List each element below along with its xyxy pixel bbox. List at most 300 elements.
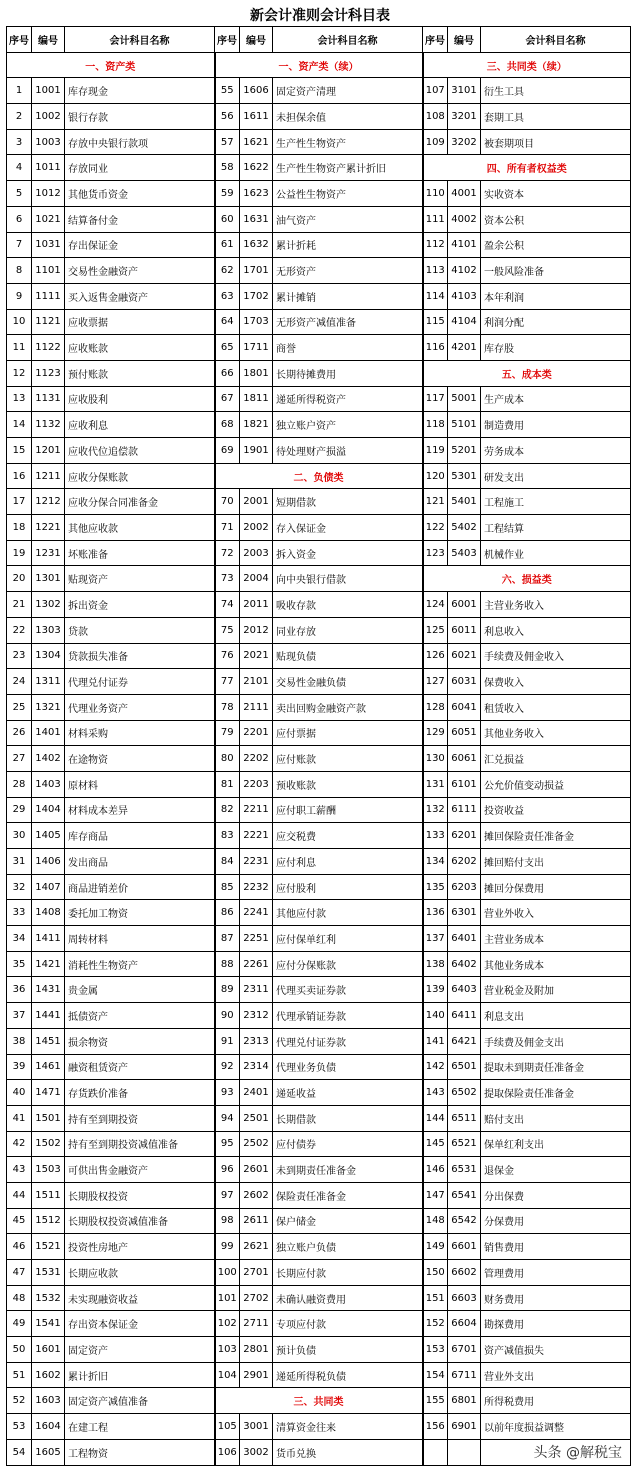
code-cell: 6203 bbox=[448, 874, 481, 900]
account-name-cell: 公益性生物资产 bbox=[273, 181, 423, 207]
seq-cell: 27 bbox=[7, 746, 32, 772]
code-cell: 4001 bbox=[448, 181, 481, 207]
account-table bbox=[6, 26, 631, 1466]
code-cell: 1221 bbox=[32, 515, 65, 541]
seq-cell: 5 bbox=[7, 181, 32, 207]
seq-cell: 135 bbox=[423, 874, 448, 900]
account-name-cell: 租赁收入 bbox=[481, 694, 631, 720]
code-cell: 2711 bbox=[240, 1311, 273, 1337]
seq-cell: 73 bbox=[215, 566, 240, 592]
account-name-cell: 清算资金往来 bbox=[273, 1414, 423, 1440]
account-name-cell: 存放中央银行款项 bbox=[65, 129, 215, 155]
table-row bbox=[7, 823, 631, 849]
account-name-cell: 保单红利支出 bbox=[481, 1131, 631, 1157]
code-cell: 1604 bbox=[32, 1414, 65, 1440]
seq-cell: 63 bbox=[215, 283, 240, 309]
code-cell: 2202 bbox=[240, 746, 273, 772]
seq-cell: 108 bbox=[423, 104, 448, 130]
account-name-cell: 应收股利 bbox=[65, 386, 215, 412]
seq-cell: 42 bbox=[7, 1131, 32, 1157]
seq-cell: 62 bbox=[215, 258, 240, 284]
code-cell: 6402 bbox=[448, 951, 481, 977]
code-cell: 1132 bbox=[32, 412, 65, 438]
code-cell: 5301 bbox=[448, 463, 481, 489]
name-header: 会计科目名称 bbox=[481, 27, 631, 53]
code-cell: 1701 bbox=[240, 258, 273, 284]
account-name-cell: 生产成本 bbox=[481, 386, 631, 412]
seq-cell: 51 bbox=[7, 1362, 32, 1388]
account-name-cell: 长期股权投资减值准备 bbox=[65, 1208, 215, 1234]
seq-cell: 141 bbox=[423, 1028, 448, 1054]
account-name-cell: 长期应收款 bbox=[65, 1260, 215, 1286]
table-row bbox=[7, 849, 631, 875]
seq-header: 序号 bbox=[423, 27, 448, 53]
code-cell: 1301 bbox=[32, 566, 65, 592]
account-name-cell: 应收分保账款 bbox=[65, 463, 215, 489]
code-cell: 1606 bbox=[240, 78, 273, 104]
code-cell: 1532 bbox=[32, 1285, 65, 1311]
section-heading: 三、共同类 bbox=[215, 1388, 423, 1414]
table-body bbox=[7, 52, 631, 1465]
code-cell: 1502 bbox=[32, 1131, 65, 1157]
seq-cell: 59 bbox=[215, 181, 240, 207]
table-row bbox=[7, 129, 631, 155]
table-row bbox=[7, 1003, 631, 1029]
account-name-cell: 摊回赔付支出 bbox=[481, 849, 631, 875]
account-name-cell: 贷款 bbox=[65, 617, 215, 643]
seq-cell: 18 bbox=[7, 515, 32, 541]
seq-cell: 142 bbox=[423, 1054, 448, 1080]
account-name-cell: 固定资产 bbox=[65, 1337, 215, 1363]
code-cell: 6201 bbox=[448, 823, 481, 849]
account-name-cell: 实收资本 bbox=[481, 181, 631, 207]
account-name-cell: 其他应收款 bbox=[65, 515, 215, 541]
account-name-cell: 库存商品 bbox=[65, 823, 215, 849]
table-row bbox=[7, 1362, 631, 1388]
seq-cell: 79 bbox=[215, 720, 240, 746]
table-row bbox=[7, 1080, 631, 1106]
seq-cell: 25 bbox=[7, 694, 32, 720]
account-name-cell: 累计折旧 bbox=[65, 1362, 215, 1388]
account-name-cell: 固定资产清理 bbox=[273, 78, 423, 104]
account-name-cell: 商誉 bbox=[273, 335, 423, 361]
account-name-cell: 结算备付金 bbox=[65, 206, 215, 232]
code-cell: 1621 bbox=[240, 129, 273, 155]
account-name-cell: 衍生工具 bbox=[481, 78, 631, 104]
seq-cell: 65 bbox=[215, 335, 240, 361]
seq-cell: 146 bbox=[423, 1157, 448, 1183]
account-name-cell: 递延收益 bbox=[273, 1080, 423, 1106]
account-name-cell: 损余物资 bbox=[65, 1028, 215, 1054]
code-cell: 2003 bbox=[240, 540, 273, 566]
account-name-cell: 库存现金 bbox=[65, 78, 215, 104]
seq-cell: 10 bbox=[7, 309, 32, 335]
account-name-cell: 无形资产减值准备 bbox=[273, 309, 423, 335]
table-row bbox=[7, 78, 631, 104]
seq-cell: 101 bbox=[215, 1285, 240, 1311]
code-cell: 1405 bbox=[32, 823, 65, 849]
code-cell: 6031 bbox=[448, 669, 481, 695]
code-cell: 1801 bbox=[240, 360, 273, 386]
code-cell: 6711 bbox=[448, 1362, 481, 1388]
table-row bbox=[7, 874, 631, 900]
code-cell: 1002 bbox=[32, 104, 65, 130]
seq-cell: 50 bbox=[7, 1337, 32, 1363]
account-name-cell: 贴现负债 bbox=[273, 643, 423, 669]
table-row bbox=[7, 1234, 631, 1260]
account-name-cell: 未实现融资收益 bbox=[65, 1285, 215, 1311]
account-name-cell: 盈余公积 bbox=[481, 232, 631, 258]
code-cell: 3002 bbox=[240, 1439, 273, 1465]
account-name-cell: 制造费用 bbox=[481, 412, 631, 438]
seq-cell: 98 bbox=[215, 1208, 240, 1234]
seq-cell: 136 bbox=[423, 900, 448, 926]
seq-cell: 132 bbox=[423, 797, 448, 823]
code-cell: 5402 bbox=[448, 515, 481, 541]
code-cell: 1304 bbox=[32, 643, 65, 669]
code-cell: 6521 bbox=[448, 1131, 481, 1157]
code-cell: 1441 bbox=[32, 1003, 65, 1029]
seq-cell: 74 bbox=[215, 592, 240, 618]
seq-cell: 121 bbox=[423, 489, 448, 515]
account-name-cell: 手续费及佣金收入 bbox=[481, 643, 631, 669]
seq-cell: 8 bbox=[7, 258, 32, 284]
account-name-cell: 本年利润 bbox=[481, 283, 631, 309]
code-cell: 1703 bbox=[240, 309, 273, 335]
seq-cell: 34 bbox=[7, 926, 32, 952]
seq-cell: 126 bbox=[423, 643, 448, 669]
code-cell: 1512 bbox=[32, 1208, 65, 1234]
seq-cell: 29 bbox=[7, 797, 32, 823]
account-name-cell: 保户储金 bbox=[273, 1208, 423, 1234]
account-name-cell: 拆入资金 bbox=[273, 540, 423, 566]
account-name-cell: 交易性金融负债 bbox=[273, 669, 423, 695]
account-name-cell: 贵金属 bbox=[65, 977, 215, 1003]
code-cell: 1632 bbox=[240, 232, 273, 258]
code-cell: 1521 bbox=[32, 1234, 65, 1260]
code-cell: 6603 bbox=[448, 1285, 481, 1311]
account-name-cell: 应付职工薪酬 bbox=[273, 797, 423, 823]
table-row bbox=[7, 1208, 631, 1234]
seq-cell: 111 bbox=[423, 206, 448, 232]
code-cell: 1003 bbox=[32, 129, 65, 155]
seq-cell: 143 bbox=[423, 1080, 448, 1106]
seq-cell: 134 bbox=[423, 849, 448, 875]
seq-cell: 105 bbox=[215, 1414, 240, 1440]
account-name-cell: 其他业务收入 bbox=[481, 720, 631, 746]
seq-cell: 40 bbox=[7, 1080, 32, 1106]
code-cell: 6604 bbox=[448, 1311, 481, 1337]
code-cell: 1201 bbox=[32, 438, 65, 464]
seq-cell: 106 bbox=[215, 1439, 240, 1465]
table-row bbox=[7, 232, 631, 258]
seq-cell: 131 bbox=[423, 771, 448, 797]
seq-header: 序号 bbox=[7, 27, 32, 53]
table-row bbox=[7, 566, 631, 592]
account-name-cell: 交易性金融资产 bbox=[65, 258, 215, 284]
code-cell: 3101 bbox=[448, 78, 481, 104]
code-cell: 6801 bbox=[448, 1388, 481, 1414]
account-name-cell: 长期股权投资 bbox=[65, 1182, 215, 1208]
code-cell: 3201 bbox=[448, 104, 481, 130]
account-name-cell: 买入返售金融资产 bbox=[65, 283, 215, 309]
seq-cell: 64 bbox=[215, 309, 240, 335]
seq-cell: 58 bbox=[215, 155, 240, 181]
seq-cell: 45 bbox=[7, 1208, 32, 1234]
code-cell: 1631 bbox=[240, 206, 273, 232]
account-name-cell: 材料采购 bbox=[65, 720, 215, 746]
code-cell: 6601 bbox=[448, 1234, 481, 1260]
seq-cell: 137 bbox=[423, 926, 448, 952]
account-name-cell: 拆出资金 bbox=[65, 592, 215, 618]
account-name-cell: 其他货币资金 bbox=[65, 181, 215, 207]
account-name-cell: 被套期项目 bbox=[481, 129, 631, 155]
code-cell: 1605 bbox=[32, 1439, 65, 1465]
code-cell: 2004 bbox=[240, 566, 273, 592]
account-name-cell: 投资性房地产 bbox=[65, 1234, 215, 1260]
account-name-cell: 存放同业 bbox=[65, 155, 215, 181]
seq-cell: 144 bbox=[423, 1105, 448, 1131]
table-row bbox=[7, 438, 631, 464]
seq-cell: 23 bbox=[7, 643, 32, 669]
account-name-cell: 委托加工物资 bbox=[65, 900, 215, 926]
table-row bbox=[7, 335, 631, 361]
code-cell: 6901 bbox=[448, 1414, 481, 1440]
account-name-cell: 卖出回购金融资产款 bbox=[273, 694, 423, 720]
seq-cell: 1 bbox=[7, 78, 32, 104]
account-name-cell: 应付账款 bbox=[273, 746, 423, 772]
account-name-cell: 生产性生物资产累计折旧 bbox=[273, 155, 423, 181]
account-name-cell: 累计折耗 bbox=[273, 232, 423, 258]
account-name-cell: 管理费用 bbox=[481, 1260, 631, 1286]
seq-cell: 28 bbox=[7, 771, 32, 797]
account-name-cell: 吸收存款 bbox=[273, 592, 423, 618]
seq-cell: 36 bbox=[7, 977, 32, 1003]
code-cell: 4102 bbox=[448, 258, 481, 284]
table-title: 新会计准则会计科目表 bbox=[250, 8, 390, 24]
seq-cell: 78 bbox=[215, 694, 240, 720]
account-name-cell: 提取保险责任准备金 bbox=[481, 1080, 631, 1106]
account-name-cell: 在建工程 bbox=[65, 1414, 215, 1440]
account-name-cell: 发出商品 bbox=[65, 849, 215, 875]
code-cell: 4101 bbox=[448, 232, 481, 258]
account-name-cell: 周转材料 bbox=[65, 926, 215, 952]
seq-cell: 82 bbox=[215, 797, 240, 823]
seq-cell: 123 bbox=[423, 540, 448, 566]
code-cell: 1311 bbox=[32, 669, 65, 695]
code-cell: 2901 bbox=[240, 1362, 273, 1388]
code-cell: 1407 bbox=[32, 874, 65, 900]
seq-cell: 72 bbox=[215, 540, 240, 566]
seq-cell: 20 bbox=[7, 566, 32, 592]
seq-cell: 147 bbox=[423, 1182, 448, 1208]
account-name-cell: 分出保费 bbox=[481, 1182, 631, 1208]
code-cell: 1021 bbox=[32, 206, 65, 232]
seq-cell: 81 bbox=[215, 771, 240, 797]
code-cell: 3001 bbox=[240, 1414, 273, 1440]
seq-cell: 87 bbox=[215, 926, 240, 952]
account-name-cell: 融资租赁资产 bbox=[65, 1054, 215, 1080]
account-name-cell: 营业税金及附加 bbox=[481, 977, 631, 1003]
name-header: 会计科目名称 bbox=[65, 27, 215, 53]
account-name-cell: 同业存放 bbox=[273, 617, 423, 643]
seq-cell: 6 bbox=[7, 206, 32, 232]
account-name-cell: 专项应付款 bbox=[273, 1311, 423, 1337]
code-cell: 1212 bbox=[32, 489, 65, 515]
seq-cell: 149 bbox=[423, 1234, 448, 1260]
account-name-cell: 利息支出 bbox=[481, 1003, 631, 1029]
account-name-cell: 财务费用 bbox=[481, 1285, 631, 1311]
seq-cell: 48 bbox=[7, 1285, 32, 1311]
account-name-cell: 分保费用 bbox=[481, 1208, 631, 1234]
table-row bbox=[7, 1105, 631, 1131]
seq-cell: 148 bbox=[423, 1208, 448, 1234]
seq-cell: 127 bbox=[423, 669, 448, 695]
account-name-cell: 营业外支出 bbox=[481, 1362, 631, 1388]
code-cell: 1031 bbox=[32, 232, 65, 258]
seq-cell: 49 bbox=[7, 1311, 32, 1337]
table-row bbox=[7, 926, 631, 952]
code-cell: 6531 bbox=[448, 1157, 481, 1183]
code-cell: 2201 bbox=[240, 720, 273, 746]
seq-cell: 31 bbox=[7, 849, 32, 875]
account-name-cell: 长期借款 bbox=[273, 1105, 423, 1131]
table-row bbox=[7, 643, 631, 669]
account-name-cell: 持有至到期投资减值准备 bbox=[65, 1131, 215, 1157]
seq-cell: 104 bbox=[215, 1362, 240, 1388]
seq-cell: 41 bbox=[7, 1105, 32, 1131]
seq-cell: 97 bbox=[215, 1182, 240, 1208]
seq-cell: 94 bbox=[215, 1105, 240, 1131]
seq-cell: 115 bbox=[423, 309, 448, 335]
code-cell: 2701 bbox=[240, 1260, 273, 1286]
seq-cell: 139 bbox=[423, 977, 448, 1003]
account-name-cell: 贷款损失准备 bbox=[65, 643, 215, 669]
code-cell: 6041 bbox=[448, 694, 481, 720]
seq-cell: 39 bbox=[7, 1054, 32, 1080]
account-name-cell: 代理兑付证券款 bbox=[273, 1028, 423, 1054]
table-row bbox=[7, 360, 631, 386]
account-name-cell: 短期借款 bbox=[273, 489, 423, 515]
seq-cell: 113 bbox=[423, 258, 448, 284]
code-cell: 2313 bbox=[240, 1028, 273, 1054]
seq-cell: 153 bbox=[423, 1337, 448, 1363]
table-row bbox=[7, 540, 631, 566]
account-name-cell: 油气资产 bbox=[273, 206, 423, 232]
seq-cell: 90 bbox=[215, 1003, 240, 1029]
seq-cell: 84 bbox=[215, 849, 240, 875]
seq-cell: 152 bbox=[423, 1311, 448, 1337]
code-cell: 6421 bbox=[448, 1028, 481, 1054]
seq-cell: 100 bbox=[215, 1260, 240, 1286]
seq-header: 序号 bbox=[215, 27, 240, 53]
table-row bbox=[7, 283, 631, 309]
seq-cell: 66 bbox=[215, 360, 240, 386]
code-cell: 2203 bbox=[240, 771, 273, 797]
seq-cell: 53 bbox=[7, 1414, 32, 1440]
code-cell: 2601 bbox=[240, 1157, 273, 1183]
code-cell: 6542 bbox=[448, 1208, 481, 1234]
account-name-cell: 投资收益 bbox=[481, 797, 631, 823]
code-cell: 6001 bbox=[448, 592, 481, 618]
seq-cell: 22 bbox=[7, 617, 32, 643]
account-name-cell: 代理承销证券款 bbox=[273, 1003, 423, 1029]
seq-cell: 89 bbox=[215, 977, 240, 1003]
code-cell: 1603 bbox=[32, 1388, 65, 1414]
seq-cell: 16 bbox=[7, 463, 32, 489]
account-name-cell: 代理业务负债 bbox=[273, 1054, 423, 1080]
seq-cell: 125 bbox=[423, 617, 448, 643]
code-cell: 1421 bbox=[32, 951, 65, 977]
code-cell: 2002 bbox=[240, 515, 273, 541]
seq-cell: 67 bbox=[215, 386, 240, 412]
code-cell: 5201 bbox=[448, 438, 481, 464]
seq-cell: 75 bbox=[215, 617, 240, 643]
code-cell: 1231 bbox=[32, 540, 65, 566]
code-cell: 1321 bbox=[32, 694, 65, 720]
code-cell: 4103 bbox=[448, 283, 481, 309]
code-header: 编号 bbox=[448, 27, 481, 53]
code-cell: 1012 bbox=[32, 181, 65, 207]
empty-cell bbox=[448, 1439, 481, 1465]
seq-cell: 85 bbox=[215, 874, 240, 900]
account-name-cell: 以前年度损益调整 bbox=[481, 1414, 631, 1440]
code-cell: 1821 bbox=[240, 412, 273, 438]
code-cell: 1501 bbox=[32, 1105, 65, 1131]
seq-cell: 19 bbox=[7, 540, 32, 566]
code-cell: 2401 bbox=[240, 1080, 273, 1106]
seq-cell: 60 bbox=[215, 206, 240, 232]
code-cell: 1111 bbox=[32, 283, 65, 309]
seq-cell: 13 bbox=[7, 386, 32, 412]
seq-cell: 56 bbox=[215, 104, 240, 130]
account-name-cell: 应收分保合同准备金 bbox=[65, 489, 215, 515]
account-name-cell: 机械作业 bbox=[481, 540, 631, 566]
code-cell: 6502 bbox=[448, 1080, 481, 1106]
account-name-cell: 手续费及佣金支出 bbox=[481, 1028, 631, 1054]
account-name-cell: 独立账户负债 bbox=[273, 1234, 423, 1260]
code-cell: 1131 bbox=[32, 386, 65, 412]
account-name-cell: 利息收入 bbox=[481, 617, 631, 643]
code-cell: 1503 bbox=[32, 1157, 65, 1183]
seq-cell: 95 bbox=[215, 1131, 240, 1157]
seq-cell: 57 bbox=[215, 129, 240, 155]
seq-cell: 117 bbox=[423, 386, 448, 412]
account-name-cell: 代理兑付证券 bbox=[65, 669, 215, 695]
code-cell: 1303 bbox=[32, 617, 65, 643]
code-cell: 1411 bbox=[32, 926, 65, 952]
section-heading: 六、损益类 bbox=[423, 566, 631, 592]
code-cell: 5401 bbox=[448, 489, 481, 515]
watermark: 头条 @解税宝 bbox=[530, 1440, 626, 1464]
code-cell: 1101 bbox=[32, 258, 65, 284]
table-row bbox=[7, 1311, 631, 1337]
account-name-cell: 应付分保账款 bbox=[273, 951, 423, 977]
account-name-cell: 坏账准备 bbox=[65, 540, 215, 566]
code-cell: 1471 bbox=[32, 1080, 65, 1106]
table-row bbox=[7, 669, 631, 695]
account-name-cell: 固定资产减值准备 bbox=[65, 1388, 215, 1414]
seq-cell: 110 bbox=[423, 181, 448, 207]
account-name-cell: 营业外收入 bbox=[481, 900, 631, 926]
account-name-cell: 摊回保险责任准备金 bbox=[481, 823, 631, 849]
seq-cell: 37 bbox=[7, 1003, 32, 1029]
seq-cell: 38 bbox=[7, 1028, 32, 1054]
table-row bbox=[7, 592, 631, 618]
code-cell: 6021 bbox=[448, 643, 481, 669]
code-header: 编号 bbox=[32, 27, 65, 53]
account-name-cell: 库存股 bbox=[481, 335, 631, 361]
